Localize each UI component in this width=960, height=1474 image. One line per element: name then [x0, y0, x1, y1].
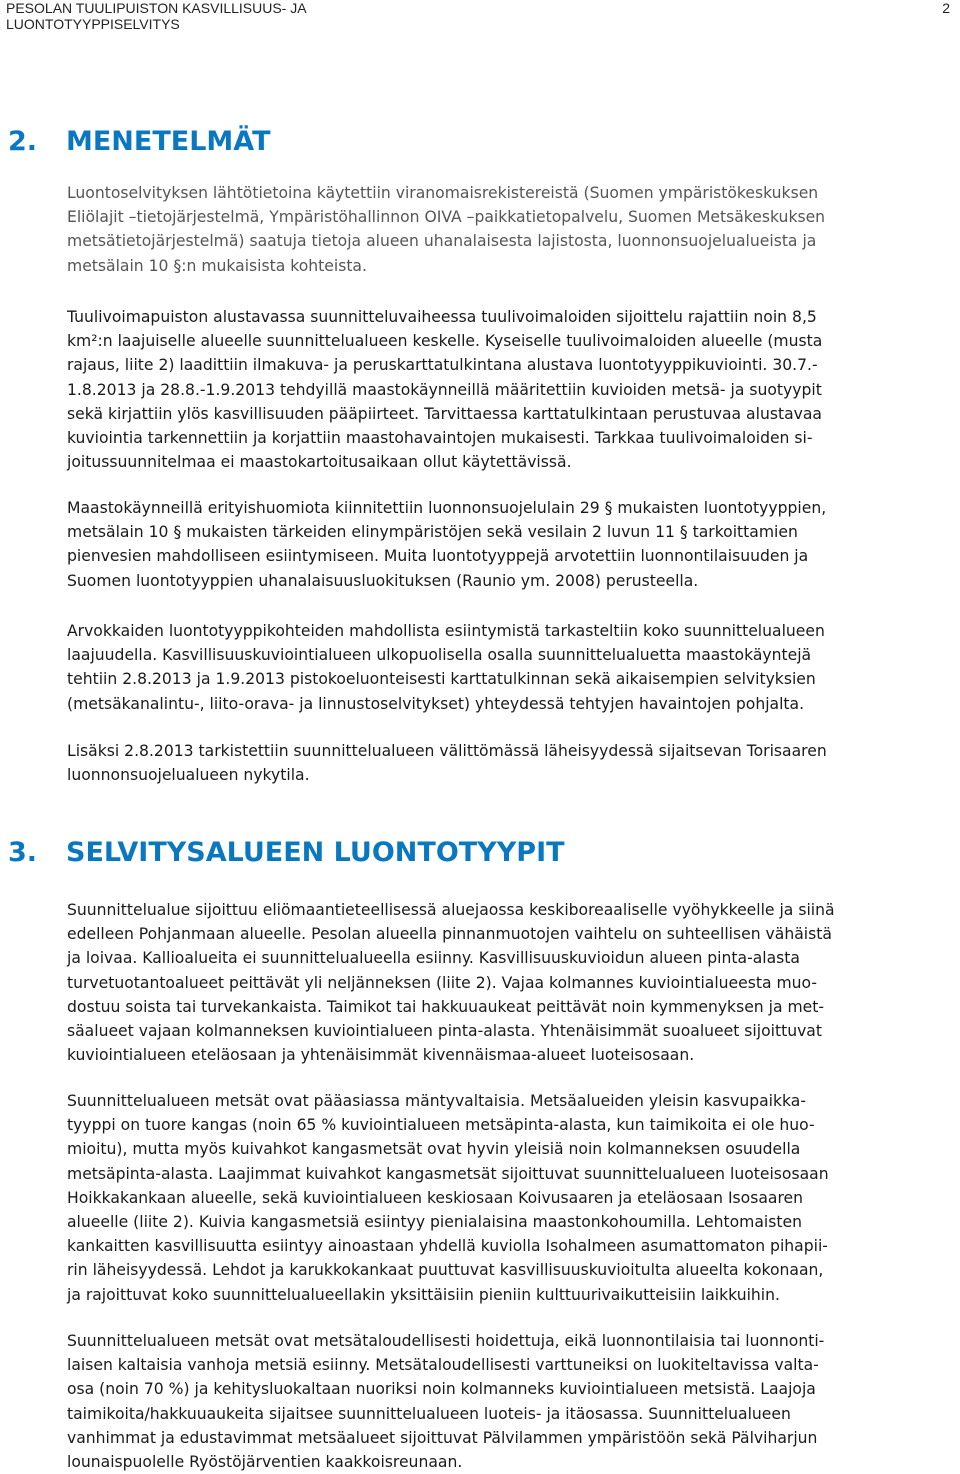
text-line: kuviointialueen eteläosaan ja yhtenäisimmät kivennäismaa-alueet luoteisosaan.	[67, 1046, 695, 1065]
text-line: tehtiin 2.8.2013 ja 1.9.2013 pistokoeluonteisesti karttatulkinnan sekä aikaisempien selvityksien	[67, 670, 816, 689]
text-line: sekä kirjattiin ylös kasvillisuuden pääpiirteet. Tarvittaessa karttatulkintaan perustuvaa alustavaa	[67, 404, 822, 423]
text-line: (metsäkanalintu-, liito-orava- ja linnustoselvitykset) yhteydessä tehtyjen havaintojen pohjalta.	[67, 694, 805, 713]
text-line: Suomen luontotyyppien uhanalaisuusluokituksen (Raunio ym. 2008) perusteella.	[67, 571, 699, 590]
text-line: metsälain 10 § mukaisten tärkeiden elinympäristöjen sekä vesilain 2 luvun 11 § tarkoittamien	[67, 523, 798, 542]
text-line: Arvokkaiden luontotyyppikohteiden mahdollista esiintymistä tarkasteltiin koko suunnittelualueen	[67, 622, 825, 640]
text-line: metsälain 10 §:n mukaisista kohteista.	[67, 256, 367, 275]
text-line: km²:n laajuiselle alueelle suunnittelualueen keskelle. Kyseiselle tuulivoimaloiden alueelle (musta	[67, 332, 823, 351]
text-line: Eliölajit –tietojärjestelmä, Ympäristöhallinnon OIVA –paikkatietopalvelu, Suomen Metsäkeskuksen	[67, 208, 826, 227]
section-2-paragraph-4	[67, 619, 951, 716]
section-3-paragraph-1	[67, 898, 951, 1067]
text-line: osa (noin 70 %) ja kehitysluokaltaan nuoriksi noin kolmanneks kuviointialueen metsistä. Laajoja	[67, 1380, 816, 1399]
text-line: dostuu soista tai turvekankaista. Taimikot tai hakkuuaukeat peittävät noin kymmenyksen ja met-	[67, 997, 825, 1016]
section-3-title: SELVITYSALUEEN LUONTOTYYPIT	[66, 837, 565, 868]
text-line: alueelle (liite 2). Kuivia kangasmetsiä esiintyy pienialaisina maastonkohoumilla. Lehtomaisten	[67, 1213, 802, 1232]
running-title: PESOLAN TUULIPUISTON KASVILLISUUS- JA LUONTOTYYPPISELVITYS	[6, 0, 306, 32]
text-line: metsäpinta-alasta. Laajimmat kuivahkot kangasmetsät sijoittuvat suunnittelualueen luoteisosaan	[67, 1164, 829, 1183]
text-line: metsätietojärjestelmä) saatuja tietoja alueen uhanalaisesta lajistosta, luonnonsuojelualueista ja	[67, 232, 817, 251]
text-line: ja rajoittuvat koko suunnittelualueellakin yksittäisiin pieniin kulttuurivaikutteisiin laikkuihin.	[67, 1285, 780, 1304]
text-line: taimikoita/hakkuuaukeita sijaitsee suunnittelualueen luoteis- ja itäosassa. Suunnittelualueen	[67, 1404, 791, 1423]
section-2-paragraph-5	[67, 739, 951, 787]
text-line: kuviointia tarkennettiin ja korjattiin maastohavaintojen mukaisesti. Tarkkaa tuulivoimaloiden si-	[67, 429, 813, 448]
section-3-heading	[8, 836, 948, 870]
text-line: edelleen Pohjanmaan alueelle. Pesolan alueella pinnanmuotojen vaihtelu on suhteellisen vähäistä	[67, 925, 832, 944]
text-line: luonnonsuojelualueen nykytila.	[67, 766, 310, 785]
text-line: turvetuotantoalueet peittävät yli neljänneksen (liite 2). Vajaa kolmannes kuviointialueesta muo-	[67, 973, 818, 992]
section-2-heading	[8, 125, 948, 159]
text-line: rin läheisyydessä. Lehdot ja karukkokankaat puuttuvat kasvillisuuskuvioitulta alueelta kokonaan,	[67, 1261, 824, 1280]
text-line: Tuulivoimapuiston alustavassa suunnitteluvaiheessa tuulivoimaloiden sijoittelu rajattiin noin 8,5	[67, 308, 817, 326]
text-line: laajuudella. Kasvillisuuskuviointialueen ulkopuolisella osalla suunnittelualuetta maastokäyntejä	[67, 646, 812, 665]
text-line: Suunnittelualueen metsät ovat pääasiassa mäntyvaltaisia. Metsäalueiden yleisin kasvupaikka-	[67, 1092, 806, 1110]
text-line: tyyppi on tuore kangas (noin 65 % kuviointialueen metsäpinta-alasta, kun taimikoita ei ole huo-	[67, 1116, 815, 1135]
text-line: Luontoselvityksen lähtötietoina käytettiin viranomaisrekistereistä (Suomen ympäristökeskuksen	[67, 184, 819, 202]
page-number: 2	[942, 0, 950, 16]
text-line: laisen kaltaisia vanhoja metsiä esiinny. Metsätaloudellisesti varttuneiksi on luokiteltavissa valta-	[67, 1356, 819, 1375]
text-line: lounaispuolelle Ryöstöjärventien kaakkoisreunaan.	[67, 1453, 463, 1472]
text-line: Maastokäynneillä erityishuomiota kiinnitettiin luonnonsuojelulain 29 § mukaisten luontotyyppien,	[67, 499, 827, 517]
section-3-paragraph-3	[67, 1329, 951, 1474]
text-line: ja loivaa. Kallioalueita ei suunnittelualueella esiinny. Kasvillisuuskuvioidun alueen pinta-alasta	[67, 949, 800, 968]
text-line: mioitu), mutta myös kuivahkot kangasmetsät ovat hyvin yleisiä noin kolmanneksen osuudella	[67, 1140, 801, 1159]
section-2-paragraph-1	[67, 181, 951, 278]
section-3-paragraph-2	[67, 1089, 951, 1307]
text-line: kankaitten kasvillisuutta esiintyy ainoastaan yhdellä kuviolla Isohalmeen asumattomaton pihapii-	[67, 1237, 828, 1256]
section-2-paragraph-2	[67, 305, 951, 474]
text-line: joitussuunnitelmaa ei maastokartoitusaikaan ollut käytettävissä.	[67, 453, 572, 472]
text-line: Lisäksi 2.8.2013 tarkistettiin suunnittelualueen välittömässä läheisyydessä sijaitsevan Torisaaren	[67, 742, 827, 760]
text-line: Suunnittelualueen metsät ovat metsätaloudellisesti hoidettuja, eikä luonnontilaisia tai luonnonti-	[67, 1332, 825, 1350]
text-line: säalueet vajaan kolmanneksen kuviointialueen pinta-alasta. Yhtenäisimmät suoalueet sijoittuvat	[67, 1022, 822, 1041]
text-line: vanhimmat ja edustavimmat metsäalueet sijoittuvat Pälvilammen ympäristöön sekä Pälviharjun	[67, 1428, 818, 1447]
section-2-number: 2.	[8, 126, 38, 157]
section-3-number: 3.	[8, 837, 38, 868]
text-line: 1.8.2013 ja 28.8.-1.9.2013 tehdyillä maastokäynneillä määritettiin kuvioiden metsä- ja suotyypit	[67, 380, 822, 399]
text-line: rajaus, liite 2) laadittiin ilmakuva- ja peruskarttatulkintana alustava luontotyyppikuviointi. 30.7.-	[67, 356, 818, 375]
text-line: Suunnittelualue sijoittuu eliömaantieteellisessä aluejaossa keskiboreaaliselle vyöhykkeelle ja siinä	[67, 901, 835, 919]
text-line: Hoikkakankaan alueelle, sekä kuviointialueen keskiosaan Koivusaaren ja eteläosaan Isosaaren	[67, 1188, 803, 1207]
section-2-title: MENETELMÄT	[66, 126, 271, 157]
text-line: pienvesien mahdolliseen esiintymiseen. Muita luontotyyppejä arvotettiin luonnontilaisuuden ja	[67, 547, 809, 566]
section-2-paragraph-3	[67, 496, 951, 593]
